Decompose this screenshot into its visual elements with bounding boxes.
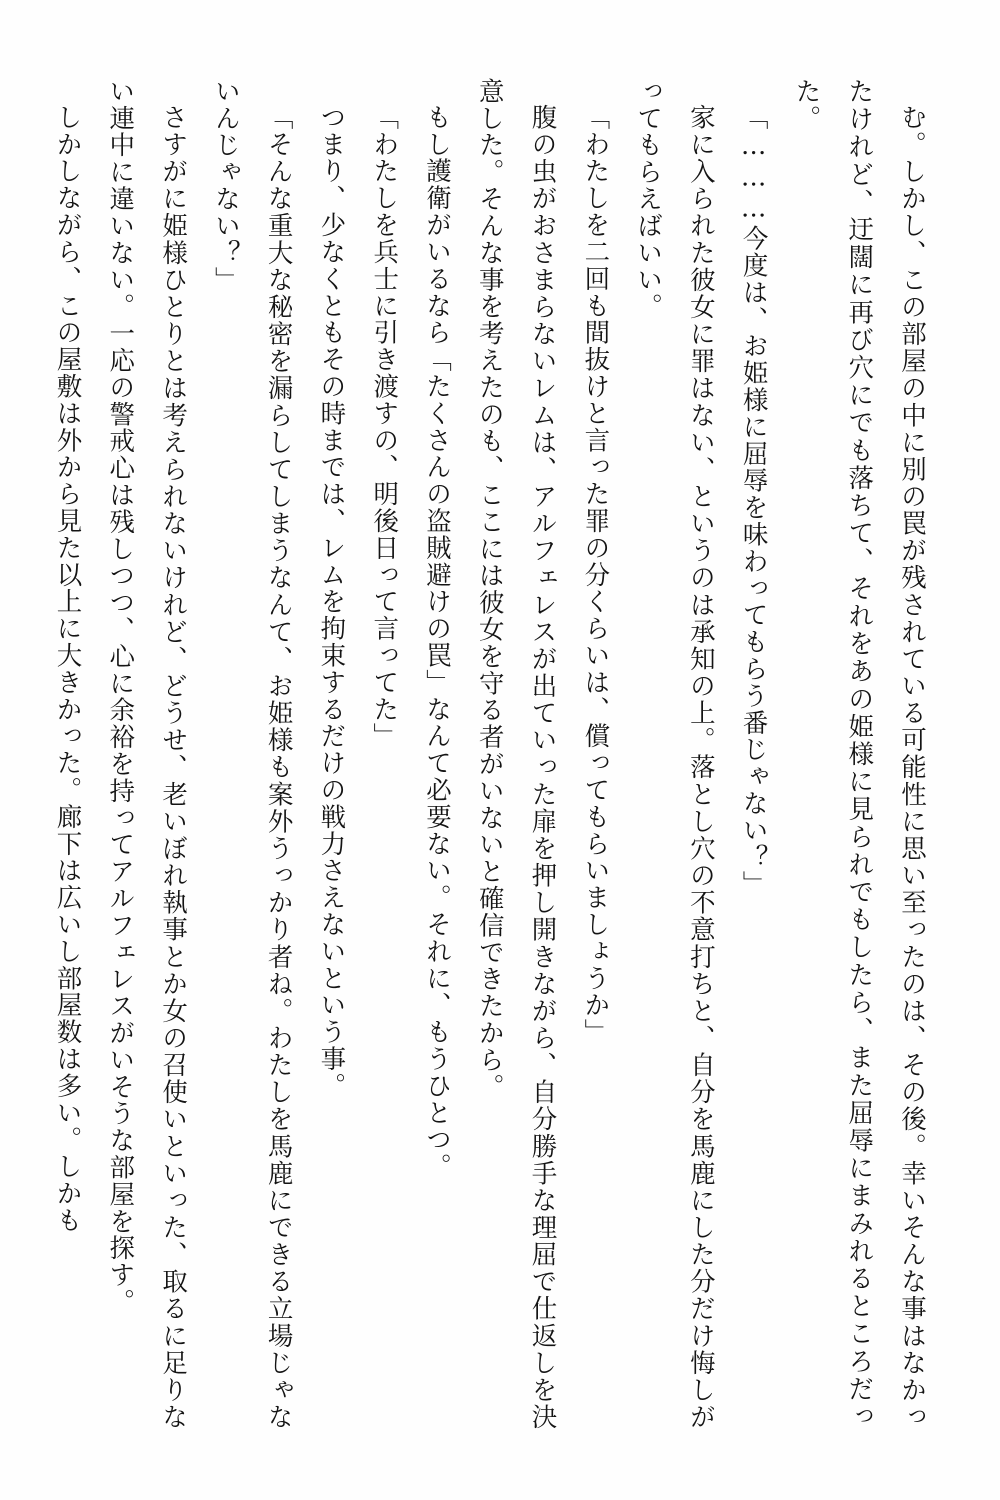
paragraph: 「わたしを二回も間抜けと言った罪の分くらいは、償ってもらいましょうか」 — [580, 103, 611, 1046]
paragraph: しかしながら、この屋敷は外から見た以上に大きかった。廊下は広いし部屋数は多い。しかも — [52, 103, 83, 1234]
paragraph: 「そんな重大な秘密を漏らしてしまうなんて、お姫様も案外うっかり者ね。わたしを馬鹿にできる立場じゃないんじゃない？」 — [210, 78, 294, 1430]
paragraph: さすがに姫様ひとりとは考えられないけれど、どうせ、老いぼれ執事とか女の召使いといった、取るに足りない連中に違いない。一応の警戒心は残しつつ、心に余裕を持ってアルフェレスがいそうな部屋を探す。 — [105, 78, 189, 1430]
paragraph: もし護衛がいるなら「たくさんの盗賊避けの罠」なんて必要ない。それに、もうひとつ。 — [421, 103, 452, 1180]
paragraph: む。しかし、この部屋の中に別の罠が残されている可能性に思い至ったのは、その後。幸いそんな事はなかったけれど、迂闊に再び穴にでも落ちて、それをあの姫様に見られでもしたら、また屈辱にまみれるところだった。 — [791, 78, 927, 1430]
paragraph: 腹の虫がおさまらないレムは、アルフェレスが出ていった扉を押し開きながら、自分勝手な理屈で仕返しを決意した。そんな事を考えたのも、ここには彼女を守る者がいないと確信できたから。 — [474, 78, 558, 1430]
paragraph: 「わたしを兵士に引き渡すの、明後日って言ってた」 — [369, 103, 400, 750]
paragraph: 家に入られた彼女に罪はない、というのは承知の上。落とし穴の不意打ちと、自分を馬鹿にした分だけ悔しがってもらえばいい。 — [633, 78, 716, 1430]
paragraph: つまり、少なくともその時までは、レムを拘束するだけの戦力さえないという事。 — [316, 103, 347, 1099]
paragraph: 「………今度は、お姫様に屈辱を味わってもらう番じゃない？」 — [738, 103, 769, 898]
page-body — [52, 78, 938, 1430]
